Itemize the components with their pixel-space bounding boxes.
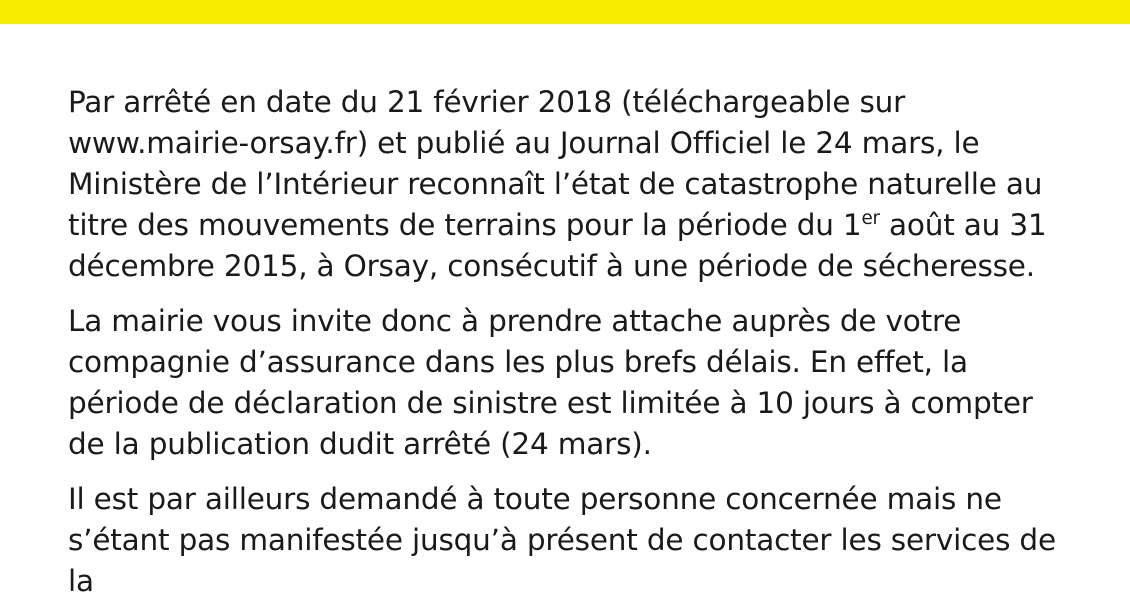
paragraph-arrete-notice: Par arrêté en date du 21 février 2018 (téléchargeable sur www.mairie-orsay.fr) et publié au Journal Officiel le 24 mars, le Ministère de l’Intérieur reconnaît l’état de catastrophe naturelle au titre des mouvements de terrains pour la période du 1er août au 31 décembre 2015, à Orsay, consécutif à une période de sécheresse.	[68, 85, 1056, 283]
paragraph-contact-notice: Il est par ailleurs demandé à toute personne concernée mais ne s’étant pas manifestée jusqu’à présent de contacter les services de la	[68, 482, 1066, 598]
superscript-text: er	[861, 208, 880, 230]
body-text-block	[68, 82, 1066, 602]
paragraph-assurance-notice: La mairie vous invite donc à prendre attache auprès de votre compagnie d’assurance dans les plus brefs délais. En effet, la période de déclaration de sinistre est limitée à 10 jours à compter de la publication dudit arrêté (24 mars).	[68, 304, 1042, 461]
yellow-header-band	[0, 0, 1130, 24]
